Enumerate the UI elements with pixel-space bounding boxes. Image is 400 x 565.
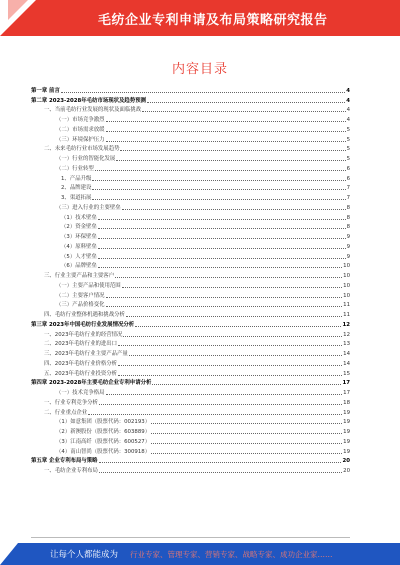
- toc-dot-leader: [152, 384, 341, 385]
- toc-entry[interactable]: [31, 162, 350, 172]
- toc-dot-leader: [106, 306, 343, 307]
- toc-entry-page: 14: [343, 360, 350, 367]
- toc-entry[interactable]: [31, 250, 350, 260]
- toc-entry-page: 19: [343, 438, 350, 445]
- toc-entry-label: （1）如意集团（股票代码：002193）: [56, 419, 151, 426]
- toc-entry-label: （3）环保壁垒: [61, 234, 97, 240]
- toc-dot-leader: [92, 189, 345, 190]
- toc-entry-page: 4: [346, 107, 350, 114]
- toc-dot-leader: [118, 365, 342, 366]
- toc-dot-leader: [147, 102, 345, 103]
- toc-entry-label: （二）市场需求放缓: [56, 126, 105, 133]
- toc-entry[interactable]: [31, 455, 350, 465]
- toc-dot-leader: [95, 170, 346, 171]
- toc-entry[interactable]: [31, 377, 350, 387]
- toc-entry-page: 15: [343, 370, 350, 377]
- toc-entry[interactable]: [31, 113, 350, 123]
- toc-entry[interactable]: [31, 318, 350, 328]
- toc-entry-page: 7: [346, 185, 350, 192]
- toc-entry-label: 1、产品升级: [61, 175, 92, 182]
- toc-entry[interactable]: [31, 299, 350, 309]
- toc-entry[interactable]: [31, 279, 350, 289]
- footer-roles: 行业专家、管理专家、营销专家、战略专家、成功企业家……: [130, 550, 333, 559]
- toc-entry-page: 5: [346, 156, 350, 162]
- toc-entry-page: 6: [346, 175, 350, 182]
- toc-entry-label: 第一章 前言: [31, 87, 60, 94]
- toc-entry-label: 第二章 2023-2028年毛纺市场现状及趋势预测: [31, 97, 146, 104]
- toc-entry[interactable]: [31, 328, 350, 338]
- toc-dot-leader: [106, 297, 343, 298]
- toc-entry-page: 13: [343, 341, 350, 348]
- toc-entry-label: （三）进入行业的主要壁垒: [56, 204, 121, 211]
- toc-entry-page: 5: [346, 126, 350, 133]
- toc-entry-label: 三、2023年毛纺行业主要产品产量: [44, 351, 128, 357]
- toc-entry-label: 二、行业重点企业: [44, 409, 88, 416]
- toc-entry-label: （三）环境保护压力: [56, 136, 105, 143]
- toc-entry-page: 11: [343, 302, 350, 309]
- toc-entry-label: 四、毛纺行业整体机遇和挑战分析: [44, 312, 125, 318]
- toc-dot-leader: [92, 199, 345, 200]
- toc-entry-label: （2）资金壁垒: [61, 224, 97, 231]
- toc-entry-label: （1）技术壁垒: [61, 214, 97, 221]
- toc-entry[interactable]: [31, 104, 350, 114]
- toc-entry[interactable]: [31, 201, 350, 211]
- toc-entry-page: 20: [342, 458, 350, 465]
- toc-dot-leader: [151, 423, 342, 424]
- toc-entry-page: 14: [343, 351, 350, 357]
- toc-entry-page: 10: [343, 292, 350, 299]
- toc-entry-page: 5: [346, 146, 350, 153]
- toc-dot-leader: [126, 316, 342, 317]
- toc-dot-leader: [98, 219, 346, 220]
- toc-entry[interactable]: [31, 289, 350, 299]
- toc-entry[interactable]: [31, 308, 350, 318]
- toc-entry-page: 6: [346, 165, 350, 172]
- toc-heading: 内容目录: [171, 62, 228, 77]
- toc-dot-leader: [135, 326, 341, 327]
- toc-entry[interactable]: [31, 357, 350, 367]
- toc-entry-page: 12: [342, 321, 350, 328]
- toc-entry[interactable]: [31, 406, 350, 416]
- toc-dot-leader: [118, 375, 342, 376]
- document-title: 毛纺企业专利申请及布局策略研究报告: [98, 13, 328, 28]
- toc-entry[interactable]: [31, 191, 350, 201]
- toc-entry-page: 7: [346, 195, 350, 201]
- toc-entry-label: （4）原料壁垒: [61, 243, 97, 250]
- toc-entry[interactable]: [31, 445, 350, 455]
- toc-entry-page: 8: [346, 214, 350, 221]
- toc-dot-leader: [88, 414, 342, 415]
- toc-entry[interactable]: [31, 347, 350, 357]
- toc-entry-label: （3）江南高纤（股票代码：600527）: [56, 438, 151, 445]
- toc-entry-page: 4: [346, 97, 350, 104]
- toc-entry-label: 2、品牌建设: [61, 185, 92, 192]
- toc-entry[interactable]: [31, 269, 350, 279]
- toc-dot-leader: [129, 355, 342, 356]
- toc-entry-label: （2）新澳股份（股票代码：603889）: [56, 429, 151, 435]
- toc-entry[interactable]: [31, 221, 350, 231]
- toc-entry-page: 17: [342, 380, 350, 387]
- toc-dot-leader: [106, 121, 346, 122]
- toc-entry-label: 第五章 企业专利布局与策略: [31, 458, 98, 465]
- toc-dot-leader: [98, 238, 346, 239]
- toc-entry-page: 9: [346, 234, 350, 240]
- toc-entry-page: 19: [343, 448, 350, 455]
- toc-entry[interactable]: [31, 94, 350, 104]
- toc-entry[interactable]: [31, 260, 350, 270]
- toc-dot-leader: [123, 336, 342, 337]
- toc-entry-label: 一、行业专利竞争分析: [44, 399, 98, 406]
- toc-entry[interactable]: [31, 152, 350, 162]
- toc-dot-leader: [98, 228, 346, 229]
- toc-entry-page: 4: [346, 117, 350, 123]
- toc-entry-label: （一）行业的智能化发展: [56, 156, 116, 162]
- toc-entry[interactable]: [31, 425, 350, 435]
- toc-entry-label: （一）主要产品和使用范围: [56, 282, 121, 289]
- toc-entry-page: 4: [346, 87, 350, 94]
- toc-entry-label: 3、渠道拓展: [61, 195, 92, 201]
- toc-entry[interactable]: [31, 133, 350, 143]
- toc-entry[interactable]: [31, 211, 350, 221]
- toc-entry-label: 五、2023年毛纺行业投资分析: [44, 370, 118, 377]
- header-corner-accent: [8, 0, 28, 20]
- toc-entry-page: 19: [343, 419, 350, 426]
- toc-entry[interactable]: [31, 172, 350, 182]
- toc-entry-page: 17: [343, 390, 350, 396]
- page-divider: [31, 537, 350, 538]
- toc-entry-label: （三）产品价格变化: [56, 302, 105, 309]
- toc-entry-label: （二）主要客户情况: [56, 292, 105, 299]
- toc-entry-page: 18: [343, 399, 350, 406]
- toc-entry-label: 二、未来毛纺行业市场发展趋势: [44, 146, 120, 153]
- toc-dot-leader: [106, 394, 343, 395]
- toc-entry-label: （一）市场竞争激烈: [56, 117, 105, 123]
- toc-dot-leader: [151, 443, 342, 444]
- toc-dot-leader: [122, 209, 346, 210]
- toc-entry[interactable]: [31, 143, 350, 153]
- toc-entry[interactable]: [31, 123, 350, 133]
- toc-dot-leader: [98, 248, 346, 249]
- toc-entry-label: 第四章 2023-2028年主要毛纺企业专利申请分析: [31, 380, 152, 387]
- toc-dot-leader: [122, 287, 342, 288]
- toc-entry[interactable]: [31, 386, 350, 396]
- toc-dot-leader: [106, 131, 346, 132]
- footer-corner-decoration: [0, 543, 18, 565]
- toc-entry-label: （一）技术竞争格局: [56, 390, 105, 396]
- toc-entry-label: 四、2023年毛纺行业价格分析: [44, 360, 118, 367]
- toc-dot-leader: [99, 472, 342, 473]
- toc-entry[interactable]: [31, 435, 350, 445]
- toc-entry-label: （4）南山智尚（股票代码：300918）: [56, 448, 151, 455]
- toc-dot-leader: [106, 141, 346, 142]
- toc-entry-label: （二）行业转型: [56, 165, 94, 172]
- toc-dot-leader: [151, 433, 342, 434]
- toc-entry-label: 二、2023年毛纺行业的进出口: [44, 341, 118, 348]
- toc-dot-leader: [118, 345, 342, 346]
- table-of-contents: [31, 84, 350, 474]
- toc-entry-page: 12: [343, 331, 350, 338]
- toc-entry-label: 一、2023年毛纺行业的经营情况: [44, 331, 123, 338]
- toc-entry-label: 一、毛纺企业专利布局: [44, 468, 98, 474]
- toc-entry[interactable]: [31, 416, 350, 426]
- toc-dot-leader: [92, 180, 345, 181]
- toc-entry-page: 10: [343, 263, 350, 270]
- toc-entry-label: （6）品牌壁垒: [61, 263, 97, 270]
- toc-entry-page: 10: [343, 273, 350, 279]
- header-banner: [0, 0, 400, 36]
- toc-dot-leader: [99, 462, 342, 463]
- toc-entry[interactable]: [31, 338, 350, 348]
- footer-slogan: 让每个人都能成为: [50, 550, 119, 560]
- toc-entry-page: 8: [346, 204, 350, 211]
- toc-entry[interactable]: [31, 240, 350, 250]
- toc-entry-page: 11: [343, 312, 350, 318]
- toc-dot-leader: [99, 404, 342, 405]
- toc-entry-label: （5）人才壁垒: [61, 253, 97, 260]
- toc-entry-label: 第三章 2023年中国毛纺行业发展情况分析: [31, 321, 135, 328]
- toc-dot-leader: [120, 150, 345, 151]
- footer-banner: [0, 543, 400, 565]
- toc-dot-leader: [115, 277, 342, 278]
- toc-entry-page: 9: [346, 253, 350, 260]
- toc-entry-page: 19: [343, 429, 350, 435]
- toc-entry-label: 一、当前毛纺行业发展的现状及面临挑战: [44, 107, 142, 114]
- toc-entry-page: 8: [346, 224, 350, 231]
- toc-dot-leader: [98, 258, 346, 259]
- toc-entry-page: 19: [343, 409, 350, 416]
- toc-entry[interactable]: [31, 464, 350, 474]
- toc-entry-page: 20: [343, 468, 350, 474]
- toc-entry[interactable]: [31, 182, 350, 192]
- toc-dot-leader: [151, 453, 342, 454]
- toc-entry-label: 三、行业主要产品和主要客户: [44, 273, 115, 279]
- toc-dot-leader: [98, 267, 342, 268]
- toc-entry[interactable]: [31, 367, 350, 377]
- toc-dot-leader: [61, 92, 345, 93]
- toc-entry-page: 5: [346, 136, 350, 143]
- toc-entry[interactable]: [31, 84, 350, 94]
- toc-entry[interactable]: [31, 230, 350, 240]
- toc-entry-page: 10: [343, 282, 350, 289]
- toc-entry[interactable]: [31, 396, 350, 406]
- toc-dot-leader: [142, 111, 346, 112]
- toc-entry-page: 9: [346, 243, 350, 250]
- toc-dot-leader: [116, 160, 345, 161]
